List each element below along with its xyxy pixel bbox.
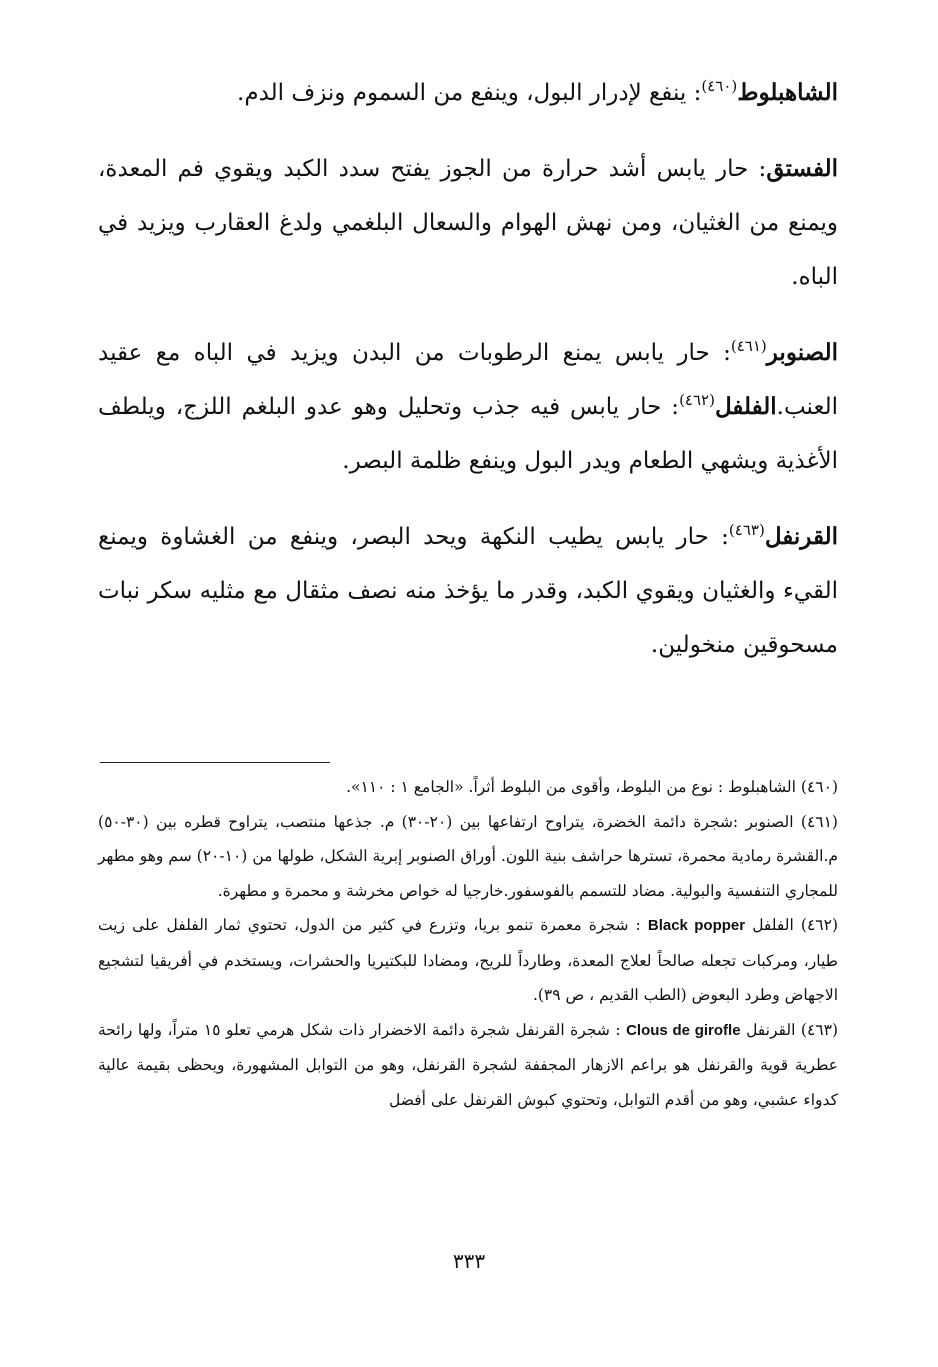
- main-text: [98, 66, 838, 694]
- entry-term: الصنوبر: [766, 339, 838, 366]
- page-number: ٣٣٣: [452, 1249, 486, 1273]
- footnote-divider: [100, 762, 330, 763]
- footnote-number: (٤٦١): [800, 812, 838, 831]
- footnote-number: (٤٦٢): [800, 916, 838, 934]
- entry-text: : حار يابس أشد حرارة من الجوز يفتح سدد الكبد ويقوي فم المعدة، ويمنع من الغثيان، ومن نهش الهوام والسعال البلغمي ولدغ العقارب ويزيد في الباه.: [98, 156, 838, 290]
- entry-pistachio: [98, 142, 838, 304]
- footnotes: [98, 770, 838, 1117]
- footnote-462: [98, 908, 838, 1013]
- footnote-term: الفلفل: [752, 916, 794, 934]
- entry-pine-pepper: [98, 326, 838, 488]
- footnote-latin-name: Black popper: [647, 917, 746, 934]
- entry-text: : ينفع لإدرار البول، وينفع من السموم ونزف الدم.: [237, 80, 702, 106]
- entry-term: الفستق: [766, 155, 838, 182]
- footnote-number: (٤٦٣): [800, 1020, 838, 1039]
- entry-term: الشاهبلوط: [737, 79, 838, 106]
- footnote-ref: (٤٦٢): [679, 391, 715, 409]
- footnote-text: : شجرة القرنفل شجرة دائمة الاخضرار ذات شكل هرمي تعلو ١٥ متراً، ولها رائحة عطرية قوية والقرنفل هو براعم الازهار المجففة لشجرة القرنفل، وهو من التوابل المشهورة، ويحظى بقيمة عالية كدواء عشبي، وهو من أقدم التوابل، وتحتوي كبوش القرنفل على أفضل: [98, 1020, 838, 1109]
- footnote-463: [98, 1013, 838, 1118]
- entry-term: القرنفل: [764, 523, 838, 550]
- entry-text: : حار يابس فيه جذب وتحليل وهو عدو البلغم اللزج، ويلطف الأغذية ويشهي الطعام ويدر البول وينفع ظلمة البصر.: [98, 394, 838, 474]
- footnote-text: الصنوبر :شجرة دائمة الخضرة، يتراوح ارتفاعها بين (٢٠-٣٠) م. جذعها منتصب، يتراوح قطره بين (٣٠-٥٠) م.القشرة رمادية محمرة، تسترها حراشف بنية اللون. أوراق الصنوبر إبرية الشكل، طولها من (١٠-٢٠) سم وهو مطهر للمجاري التنفسية والبولية. مضاد للتسمم بالفوسفور.خارجيا له خواص مخرشة و محمرة و مطهرة.: [98, 812, 838, 900]
- entry-text: : حار يابس يمنع الرطوبات من البدن ويزيد في الباه مع عقيد العنب.: [98, 340, 838, 420]
- footnote-text: : شجرة معمرة تنمو بريا، وتزرع في كثير من الدول، تحتوي ثمار الفلفل على زيت طيار، ومركبات تجعله صالحاً لعلاج المعدة، وطارداً للريح، ومضادا للبكتيريا والحشرات، ويستخدم في أفريقيا لتشجيع الاجهاض وطرد البعوض (الطب القديم ، ص ٣٩).: [98, 916, 838, 1004]
- entry-term: الفلفل: [714, 393, 777, 420]
- footnote-ref: (٤٦١): [730, 337, 767, 355]
- footnote-number: (٤٦٠): [800, 778, 838, 796]
- footnote-460: [98, 770, 838, 805]
- entry-text: : حار يابس يطيب النكهة ويحد البصر، وينفع من الغشاوة ويمنع القيء والغثيان ويقوي الكبد، وقدر ما يؤخذ منه نصف مثقال مع مثليه سكر نبات مسحوقين منخولين.: [98, 524, 838, 658]
- footnote-ref: (٤٦٣): [728, 521, 765, 539]
- footnote-latin-name: Clous de girofle: [626, 1021, 741, 1039]
- footnote-ref: (٤٦٠): [701, 77, 738, 95]
- footnote-461: [98, 805, 838, 909]
- footnote-term: القرنفل: [746, 1020, 796, 1039]
- entry-clove: [98, 510, 838, 672]
- entry-shahbalut: [98, 66, 838, 120]
- footnote-text: الشاهبلوط : نوع من البلوط، وأقوى من البلوط أثراً. «الجامع ١ : ١١٠».: [346, 778, 796, 796]
